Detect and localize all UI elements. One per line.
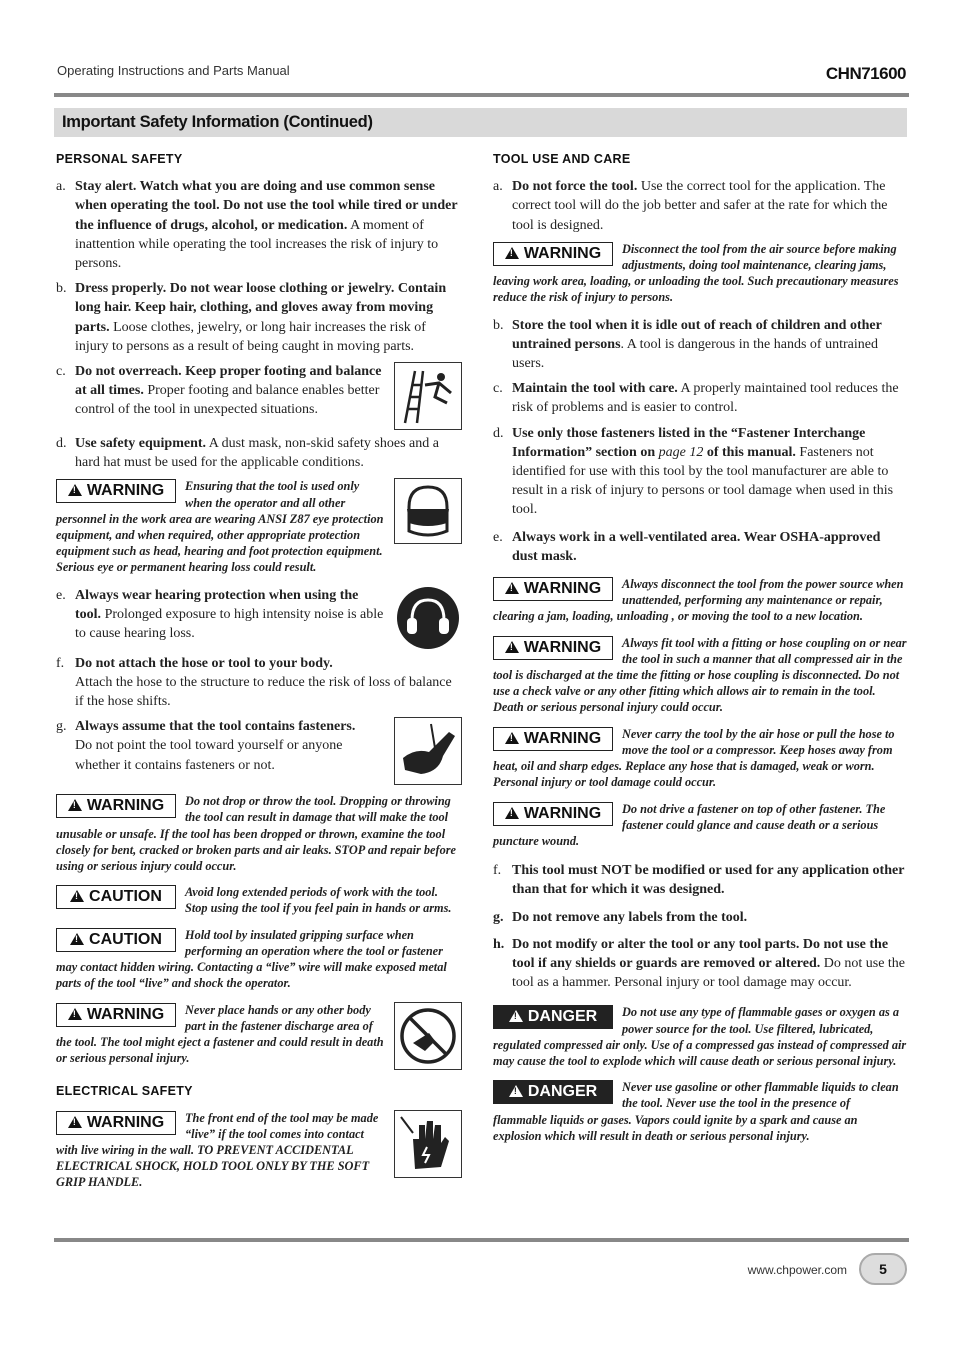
ladder-fall-icon [394, 362, 462, 430]
alert-triangle-icon [68, 1008, 82, 1020]
warning-discharge-area: !WARNING Never place hands or any other body part in the fastener discharge area of the tool. The tool might eject a fastener and could result in death or serious personal injury. [56, 1002, 462, 1067]
alert-triangle-icon [509, 1010, 523, 1022]
warning-badge: !WARNING [493, 802, 613, 826]
warning-fastener-on-fastener: !WARNING Do not drive a fastener on top of other fastener. The fastener could glance and cause death or a serious puncture wound. [493, 801, 907, 850]
danger-badge: !DANGER [493, 1005, 613, 1029]
manual-title: Operating Instructions and Parts Manual [57, 63, 290, 78]
tool-item-d: d. Use only those fasteners listed in the “Fastener Interchange Information” section on page 12 of this manual. Fasteners not identified for use with this tool by the tool manufacturer are able to result in a risk of injury to persons or tool damage when used in this tool. [493, 425, 894, 518]
banner-title: Important Safety Information (Continued) [62, 113, 373, 131]
alert-triangle-icon [70, 933, 84, 945]
warning-eye-protection: !WARNING Ensuring that the tool is used only when the operator and all other personnel in the work area are wearing ANSI Z87 eye protection equipment, and when required, other appropriate protection equipment such as head, hearing and foot protection equipment. Serious eye or permanent hearing loss could result. [56, 478, 462, 575]
tool-item-a: a. Do not force the tool. Use the correct tool for the application. The correct tool will do the job better and safer at the rate for which the tool is designed. [493, 179, 888, 233]
warning-drop-tool: !WARNING Do not drop or throw the tool. Dropping or throwing the tool can result in damage that will make the tool unusable or unsafe. If the tool has been dropped or thrown, examine the tool closely for bent, cracked or broken parts and air leaks. STOP and repair before using or serious injury could occur. [56, 793, 462, 874]
tool-item-g: g. Do not remove any labels from the tool. [493, 909, 748, 925]
warning-badge: !WARNING [56, 479, 176, 503]
tool-item-b: b. Store the tool when it is idle out of reach of children and other untrained persons. A tool is dangerous in the hands of untrained users. [493, 317, 882, 372]
warning-live-wiring: !WARNING The front end of the tool may be made “live” if the tool comes into contact with live wiring in the wall. TO PREVENT ACCIDENTAL ELECTRICAL SHOCK, HOLD TOOL ONLY BY THE SOFT GRIP HANDLE. [56, 1110, 462, 1191]
warning-badge: !WARNING [493, 636, 613, 660]
hand-puncture-icon [394, 717, 462, 785]
model-number: CHN71600 [825, 64, 906, 83]
footer-url: www.chpower.com [747, 1263, 847, 1277]
personal-safety-title: PERSONAL SAFETY [56, 152, 183, 166]
alert-triangle-icon [505, 641, 519, 653]
warning-badge: !WARNING [56, 1111, 176, 1135]
left-column [56, 150, 462, 1201]
personal-item-c: c. Do not overreach. Keep proper footing and balance at all times. Proper footing and balance enables better control of the tool in unexpected situations. [56, 362, 462, 420]
right-column [493, 150, 907, 1154]
personal-item-f: f. Do not attach the hose or tool to your body. Attach the hose to the structure to reduce the risk of loss of balance if the hose shifts. [56, 655, 452, 710]
danger-flammable-gases: !DANGER Do not use any type of flammable gases or oxygen as a power source for the tool. Use filtered, lubricated, regulated compressed air only. Use of a compressed gas instead of compressed air may cause the tool to explode which will cause death or serious personal injury. [493, 1004, 907, 1069]
alert-triangle-icon [68, 799, 82, 811]
tool-item-h: h. Do not modify or alter the tool or any tool parts. Do not use the tool if any shields or guards are removed or altered. Do not use the tool as a hammer. Personal injury or tool damage may occur. [493, 936, 906, 991]
warning-disconnect-power: !WARNING Always disconnect the tool from the power source when unattended, performing any maintenance or repair, clearing a jam, loading, unloading , or moving the tool to a new location. [493, 576, 907, 625]
warning-badge: !WARNING [56, 1003, 176, 1027]
tool-item-f: f. This tool must NOT be modified or used for any application other than that for which it was designed. [493, 863, 905, 898]
alert-triangle-icon [505, 732, 519, 744]
bottom-rule [54, 1238, 909, 1242]
warning-carry-hose: !WARNING Never carry the tool by the air hose or pull the hose to move the tool or a compressor. Keep hoses away from heat, oil and sharp edges. Replace any hose that is damaged, weak or worn. Personal injury or tool damage could occur. [493, 726, 907, 791]
electrical-safety-title: ELECTRICAL SAFETY [56, 1084, 193, 1099]
warning-badge: !WARNING [493, 577, 613, 601]
alert-triangle-icon [505, 247, 519, 259]
danger-flammable-liquids: !DANGER Never use gasoline or other flammable liquids to clean the tool. Never use the tool in the presence of flammable liquids or gases. Vapors could ignite by a spark and cause an explosion which will result in death or serious personal injury. [493, 1079, 907, 1144]
alert-triangle-icon [509, 1085, 523, 1097]
personal-item-a: a. Stay alert. Watch what you are doing and use common sense when operating the tool. Do not use the tool while tired or under the influence of drugs, alcohol, or medication. A moment of inattention while operating the tool increases the risk of injury to persons. [56, 179, 458, 272]
warning-badge: !WARNING [56, 794, 176, 818]
alert-triangle-icon [68, 1116, 82, 1128]
caution-badge: !CAUTION [56, 885, 176, 909]
caution-insulated-grip: !CAUTION Hold tool by insulated gripping surface when performing an operation where the tool or fastener may contact hidden wiring. Contacting a “live” wire will make exposed metal parts of the tool “live” and shock the operator. [56, 927, 462, 992]
top-rule [54, 93, 909, 97]
danger-badge: !DANGER [493, 1080, 613, 1104]
tool-item-e: e. Always work in a well-ventilated area. Wear OSHA-approved dust mask. [493, 529, 881, 564]
personal-item-d: d. Use safety equipment. A dust mask, non-skid safety shoes and a hard hat must be used for the applicable conditions. [56, 436, 439, 471]
section-banner [54, 108, 907, 137]
safety-goggles-icon [394, 478, 462, 544]
caution-extended-work: !CAUTION Avoid long extended periods of work with the tool. Stop using the tool if you feel pain in hands or arms. [56, 884, 462, 916]
warning-badge: !WARNING [493, 727, 613, 751]
warning-badge: !WARNING [493, 242, 613, 266]
tool-use-title: TOOL USE AND CARE [493, 152, 631, 166]
ear-protection-icon [394, 586, 462, 650]
page-number: 5 [859, 1253, 907, 1285]
personal-item-e: e. Always wear hearing protection when using the tool. Prolonged exposure to high intensity noise is able to cause hearing loss. [56, 586, 462, 644]
tool-item-c: c. Maintain the tool with care. A properly maintained tool reduces the risk of problems and is easier to control. [493, 381, 899, 416]
warning-hose-coupling: !WARNING Always fit tool with a fitting or hose coupling on or near the tool in such a manner that all compressed air in the tool is discharged at the time the fitting or hose coupling is disconnected. Do not use a check valve or any other fitting which allows air to remain in the tool. Death or serious personal injury could occur. [493, 635, 907, 716]
electric-shock-hand-icon [394, 1110, 462, 1178]
caution-badge: !CAUTION [56, 928, 176, 952]
hand-discharge-icon [394, 1002, 462, 1070]
alert-triangle-icon [505, 807, 519, 819]
alert-triangle-icon [68, 484, 82, 496]
alert-triangle-icon [505, 582, 519, 594]
personal-item-g: g. Always assume that the tool contains fasteners. Do not point the tool toward yourself or anyone whether it contains fasteners or not. [56, 717, 462, 775]
warning-disconnect: !WARNING Disconnect the tool from the air source before making adjustments, doing tool maintenance, clearing jams, leaving work area, loading, or unloading the tool. Such precautionary measures reduce the risk of injury to persons. [493, 241, 907, 306]
personal-item-b: b. Dress properly. Do not wear loose clothing or jewelry. Contain long hair. Keep hair, clothing, and gloves away from moving parts. Loose clothes, jewelry, or long hair increases the risk of injury to persons as a result of being caught in moving parts. [56, 281, 447, 354]
alert-triangle-icon [70, 890, 84, 902]
